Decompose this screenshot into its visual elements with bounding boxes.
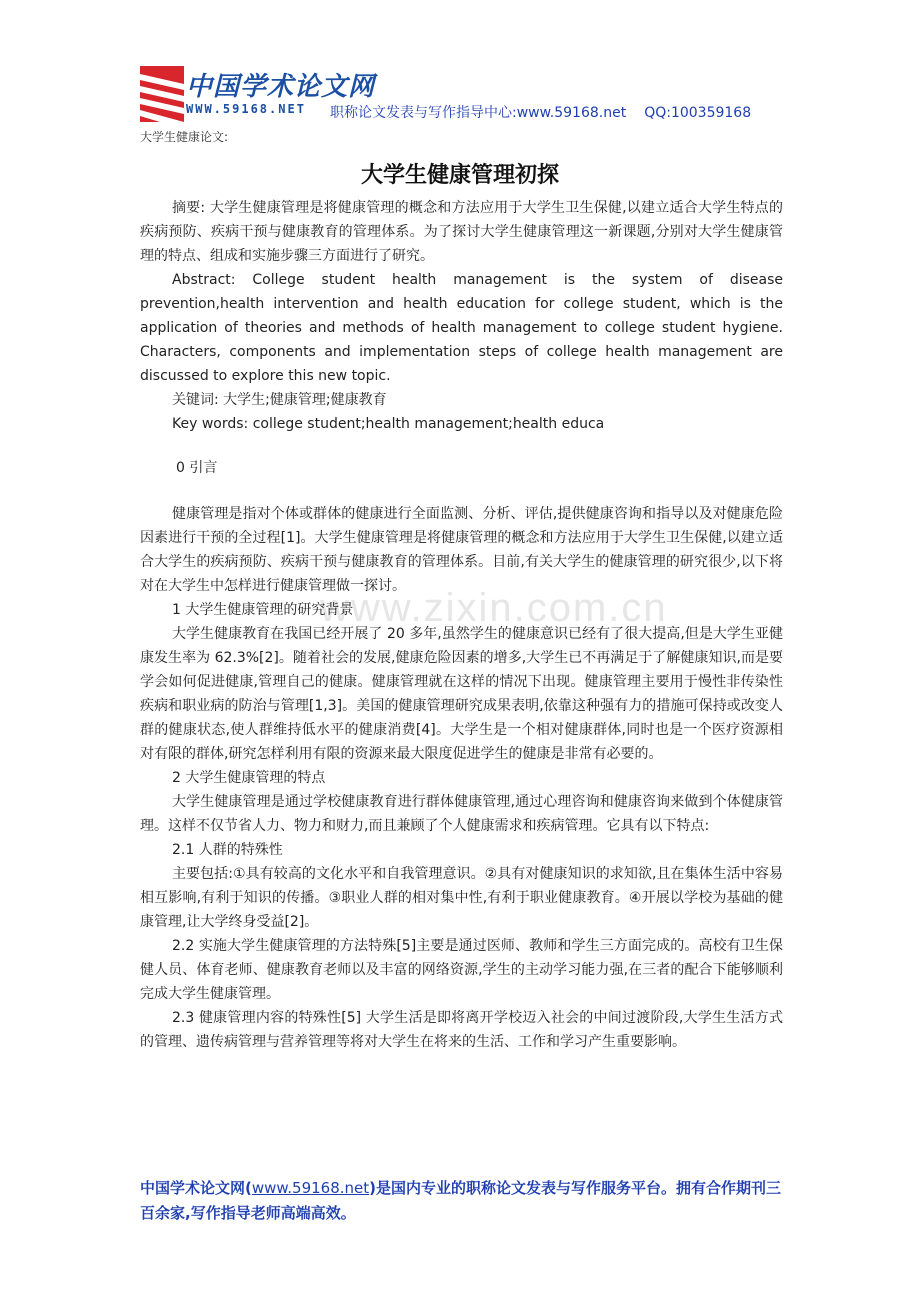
logo-url[interactable]: WWW.59168.NET: [186, 102, 306, 116]
slogan-main[interactable]: 职称论文发表与写作指导中心:www.59168.net: [330, 105, 627, 121]
logo-emblem-icon: [140, 66, 184, 122]
page-footer: [140, 1176, 790, 1226]
abstract-cn: 摘要: 大学生健康管理是将健康管理的概念和方法应用于大学生卫生保健,以建立适合大学生特点的疾病预防、疾病干预与健康教育的管理体系。为了探讨大学生健康管理这一新课题,分别对大学生健康管理的特点、组成和实施步骤三方面进行了研究。: [140, 200, 783, 264]
section-2-heading: 2 大学生健康管理的特点: [172, 770, 326, 786]
logo-text: 中国学术论文网: [186, 72, 376, 102]
footer-prefix: 中国学术论文网(: [140, 1179, 252, 1197]
section-2-1-paragraph: 主要包括:①具有较高的文化水平和自我管理意识。②具有对健康知识的求知欲,且在集体生活中容易相互影响,有利于知识的传播。③职业人群的相对集中性,有利于职业健康教育。④开展以学校为基础的健康管理,让大学终身受益[2]。: [140, 866, 783, 930]
slogan-qq: QQ:100359168: [644, 105, 752, 121]
section-2-paragraph: 大学生健康管理是通过学校健康教育进行群体健康管理,通过心理咨询和健康咨询来做到个体健康管理。这样不仅节省人力、物力和财力,而且兼顾了个人健康需求和疾病管理。它具有以下特点:: [140, 794, 783, 834]
abstract-en: Abstract: College student health management is the system of disease prevention,health intervention and health education for college student, which is the application of theories and methods of health management to college student hygiene. Characters, components and implementation steps of college health management are discussed to explore this new topic.: [140, 272, 783, 384]
section-1-heading: 1 大学生健康管理的研究背景: [172, 602, 354, 618]
article-body: [140, 196, 783, 1054]
footer-link[interactable]: www.59168.net: [251, 1179, 370, 1197]
category-label: 大学生健康论文:: [140, 130, 229, 144]
footer-suffix: )是国内专业的职称论文发表与写作服务平台。拥有合作期刊三百余家,写作指导老师高端高效。: [140, 1179, 782, 1222]
intro-paragraph: 健康管理是指对个体或群体的健康进行全面监测、分析、评估,提供健康咨询和指导以及对健康危险因素进行干预的全过程[1]。大学生健康管理是将健康管理的概念和方法应用于大学生卫生保健,以建立适合大学生的疾病预防、疾病干预与健康教育的管理体系。目前,有关大学生的健康管理的研究很少,以下将对在大学生中怎样进行健康管理做一探讨。: [140, 506, 783, 594]
page-title: 大学生健康管理初探: [360, 163, 559, 188]
section-2-1-heading: 2.1 人群的特殊性: [172, 842, 283, 858]
header-slogan: [330, 102, 751, 122]
section-1-paragraph: 大学生健康教育在我国已经开展了 20 多年,虽然学生的健康意识已经有了很大提高,但是大学生亚健康发生率为 62.3%[2]。随着社会的发展,健康危险因素的增多,大学生已不再满足于了解健康知识,而是要学会如何促进健康,管理自己的健康。健康管理就在这样的情况下出现。健康管理主要用于慢性非传染性疾病和职业病的防治与管理[1,3]。美国的健康管理研究成果表明,依靠这种强有力的措施可保持或改变人群的健康状态,使人群维持低水平的健康消费[4]。大学生是一个相对健康群体,同时也是一个医疗资源相对有限的群体,研究怎样利用有限的资源来最大限度促进学生的健康是非常有必要的。: [140, 626, 783, 762]
watermark: www.zixin.com.cn: [320, 586, 668, 630]
keywords-en: Key words: college student;health management;health educa: [172, 416, 605, 432]
intro-heading: 0 引言: [176, 460, 218, 476]
keywords-cn: 关键词: 大学生;健康管理;健康教育: [172, 392, 387, 408]
page-header: [140, 66, 780, 122]
section-2-2-paragraph: 2.2 实施大学生健康管理的方法特殊[5]主要是通过医师、教师和学生三方面完成的。高校有卫生保健人员、体育老师、健康教育老师以及丰富的网络资源,学生的主动学习能力强,在三者的配合下能够顺利完成大学生健康管理。: [140, 938, 783, 1002]
section-2-3-paragraph: 2.3 健康管理内容的特殊性[5] 大学生活是即将离开学校迈入社会的中间过渡阶段,大学生生活方式的管理、遗传病管理与营养管理等将对大学生在将来的生活、工作和学习产生重要影响。: [140, 1010, 783, 1050]
